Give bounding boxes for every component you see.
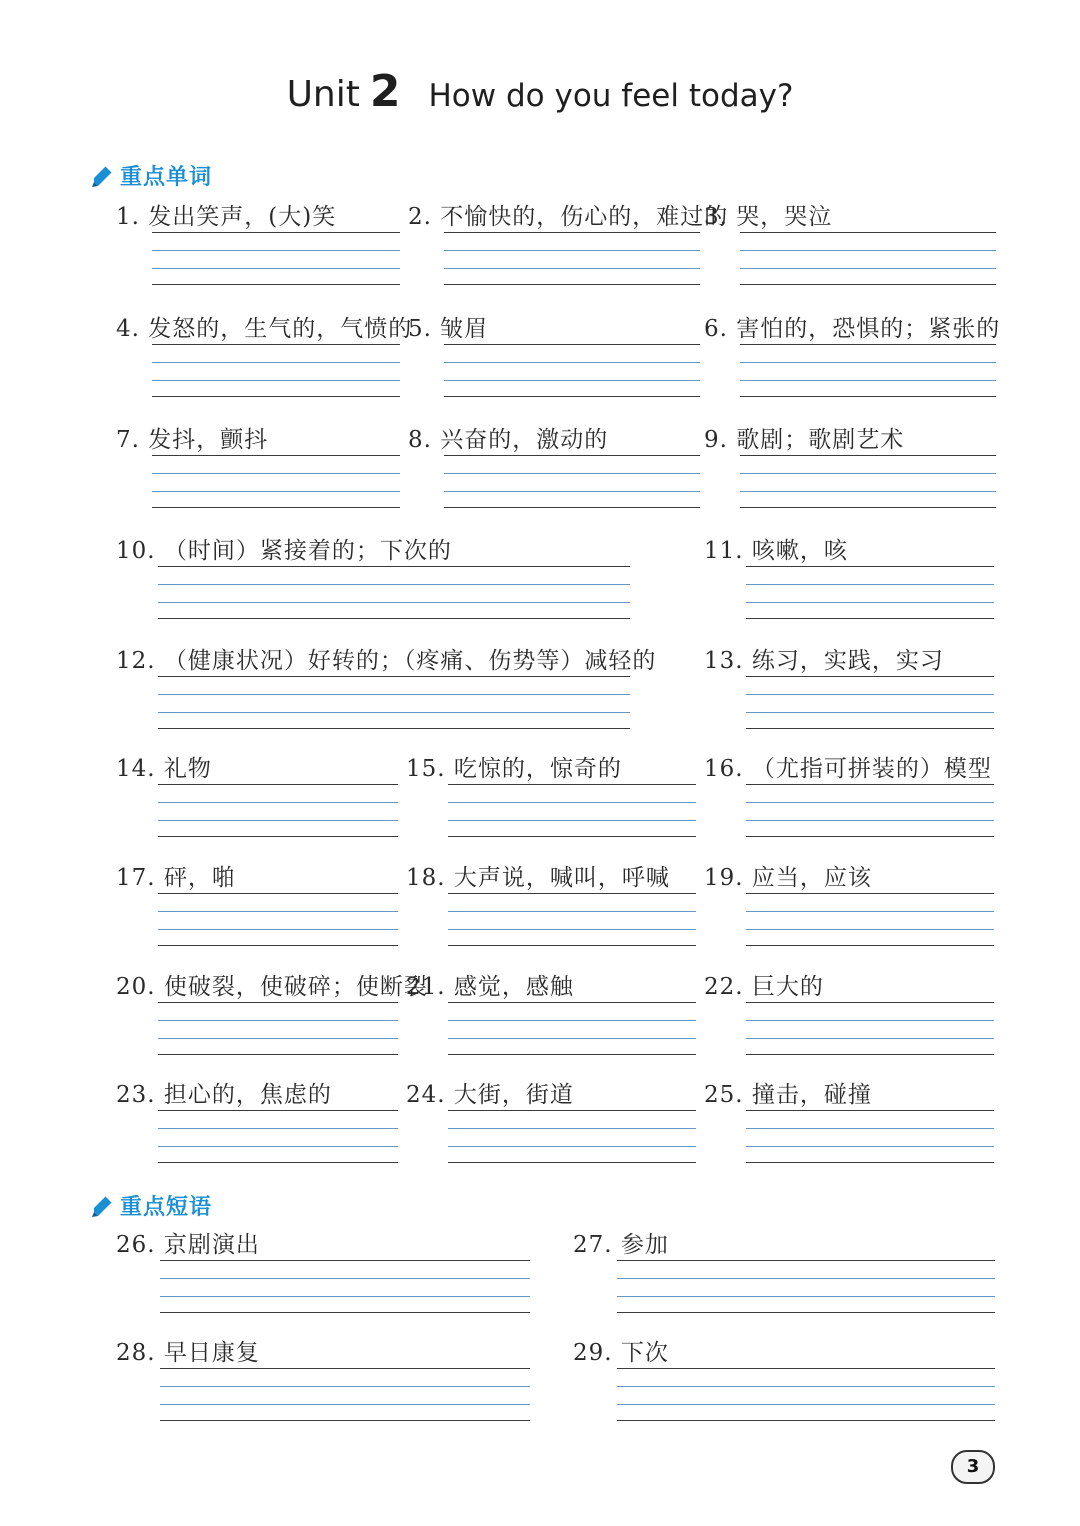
word-item <box>116 1080 332 1110</box>
word-item <box>116 202 336 232</box>
word-prompt: 2. 不愉快的，伤心的，难过的 <box>408 204 729 230</box>
phrase-item <box>573 1230 669 1260</box>
word-prompt: 12. （健康状况）好转的；（疼痛、伤势等）减轻的 <box>116 648 657 674</box>
section-heading-phrases <box>90 1190 212 1220</box>
word-item <box>408 425 608 455</box>
page-title <box>0 66 1080 117</box>
word-item <box>704 646 944 676</box>
pencil-icon <box>90 1192 116 1218</box>
section-heading-words <box>90 160 212 190</box>
phrase-prompt: 26. 京剧演出 <box>116 1232 260 1258</box>
word-item <box>116 972 428 1002</box>
word-prompt: 5. 皱眉 <box>408 316 489 342</box>
phrase-prompt: 28. 早日康复 <box>116 1340 260 1366</box>
word-prompt: 16. （尤指可拼装的）模型 <box>704 756 992 782</box>
word-item <box>406 972 574 1002</box>
word-item <box>704 202 832 232</box>
word-prompt: 6. 害怕的，恐惧的；紧张的 <box>704 316 1001 342</box>
phrase-prompt: 27. 参加 <box>573 1232 669 1258</box>
word-item <box>406 754 622 784</box>
word-item <box>408 202 728 232</box>
word-prompt: 17. 砰，啪 <box>116 865 236 891</box>
section-heading-label: 重点单词 <box>120 164 213 190</box>
word-item <box>704 1080 872 1110</box>
word-item <box>116 425 268 455</box>
word-item <box>406 863 670 893</box>
word-item <box>116 314 412 344</box>
phrase-item <box>116 1338 260 1368</box>
word-prompt: 9. 歌剧；歌剧艺术 <box>704 427 905 453</box>
word-prompt: 21. 感觉，感触 <box>406 974 574 1000</box>
unit-subtitle: How do you feel today? <box>428 78 794 114</box>
section-heading-label: 重点短语 <box>120 1194 213 1220</box>
word-item <box>406 1080 574 1110</box>
word-prompt: 24. 大街，街道 <box>406 1082 574 1108</box>
word-prompt: 7. 发抖，颤抖 <box>116 427 269 453</box>
word-prompt: 15. 吃惊的，惊奇的 <box>406 756 622 782</box>
unit-word: Unit <box>286 74 360 115</box>
word-item <box>704 754 992 784</box>
word-prompt: 14. 礼物 <box>116 756 212 782</box>
pencil-icon <box>90 162 116 188</box>
word-prompt: 18. 大声说，喊叫，呼喊 <box>406 865 670 891</box>
page-number: 3 <box>951 1450 995 1484</box>
word-item <box>704 972 824 1002</box>
word-prompt: 25. 撞击，碰撞 <box>704 1082 872 1108</box>
word-item <box>408 314 488 344</box>
word-item <box>704 536 848 566</box>
unit-number: 2 <box>369 66 401 117</box>
word-item <box>116 646 656 676</box>
phrase-item <box>573 1338 669 1368</box>
phrase-item <box>116 1230 260 1260</box>
word-prompt: 20. 使破裂，使破碎；使断裂 <box>116 974 428 1000</box>
word-prompt: 3. 哭，哭泣 <box>704 204 833 230</box>
word-prompt: 23. 担心的，焦虑的 <box>116 1082 332 1108</box>
word-item <box>116 754 212 784</box>
word-item <box>704 863 872 893</box>
word-prompt: 11. 咳嗽，咳 <box>704 538 848 564</box>
word-prompt: 1. 发出笑声，(大)笑 <box>116 204 337 230</box>
word-item <box>116 536 452 566</box>
word-item <box>704 314 1000 344</box>
word-prompt: 10. （时间）紧接着的；下次的 <box>116 538 452 564</box>
word-prompt: 8. 兴奋的，激动的 <box>408 427 609 453</box>
word-item <box>116 863 236 893</box>
word-prompt: 22. 巨大的 <box>704 974 824 1000</box>
word-prompt: 4. 发怒的，生气的，气愤的 <box>116 316 413 342</box>
word-item <box>704 425 904 455</box>
word-prompt: 19. 应当，应该 <box>704 865 872 891</box>
phrase-prompt: 29. 下次 <box>573 1340 669 1366</box>
word-prompt: 13. 练习，实践，实习 <box>704 648 944 674</box>
